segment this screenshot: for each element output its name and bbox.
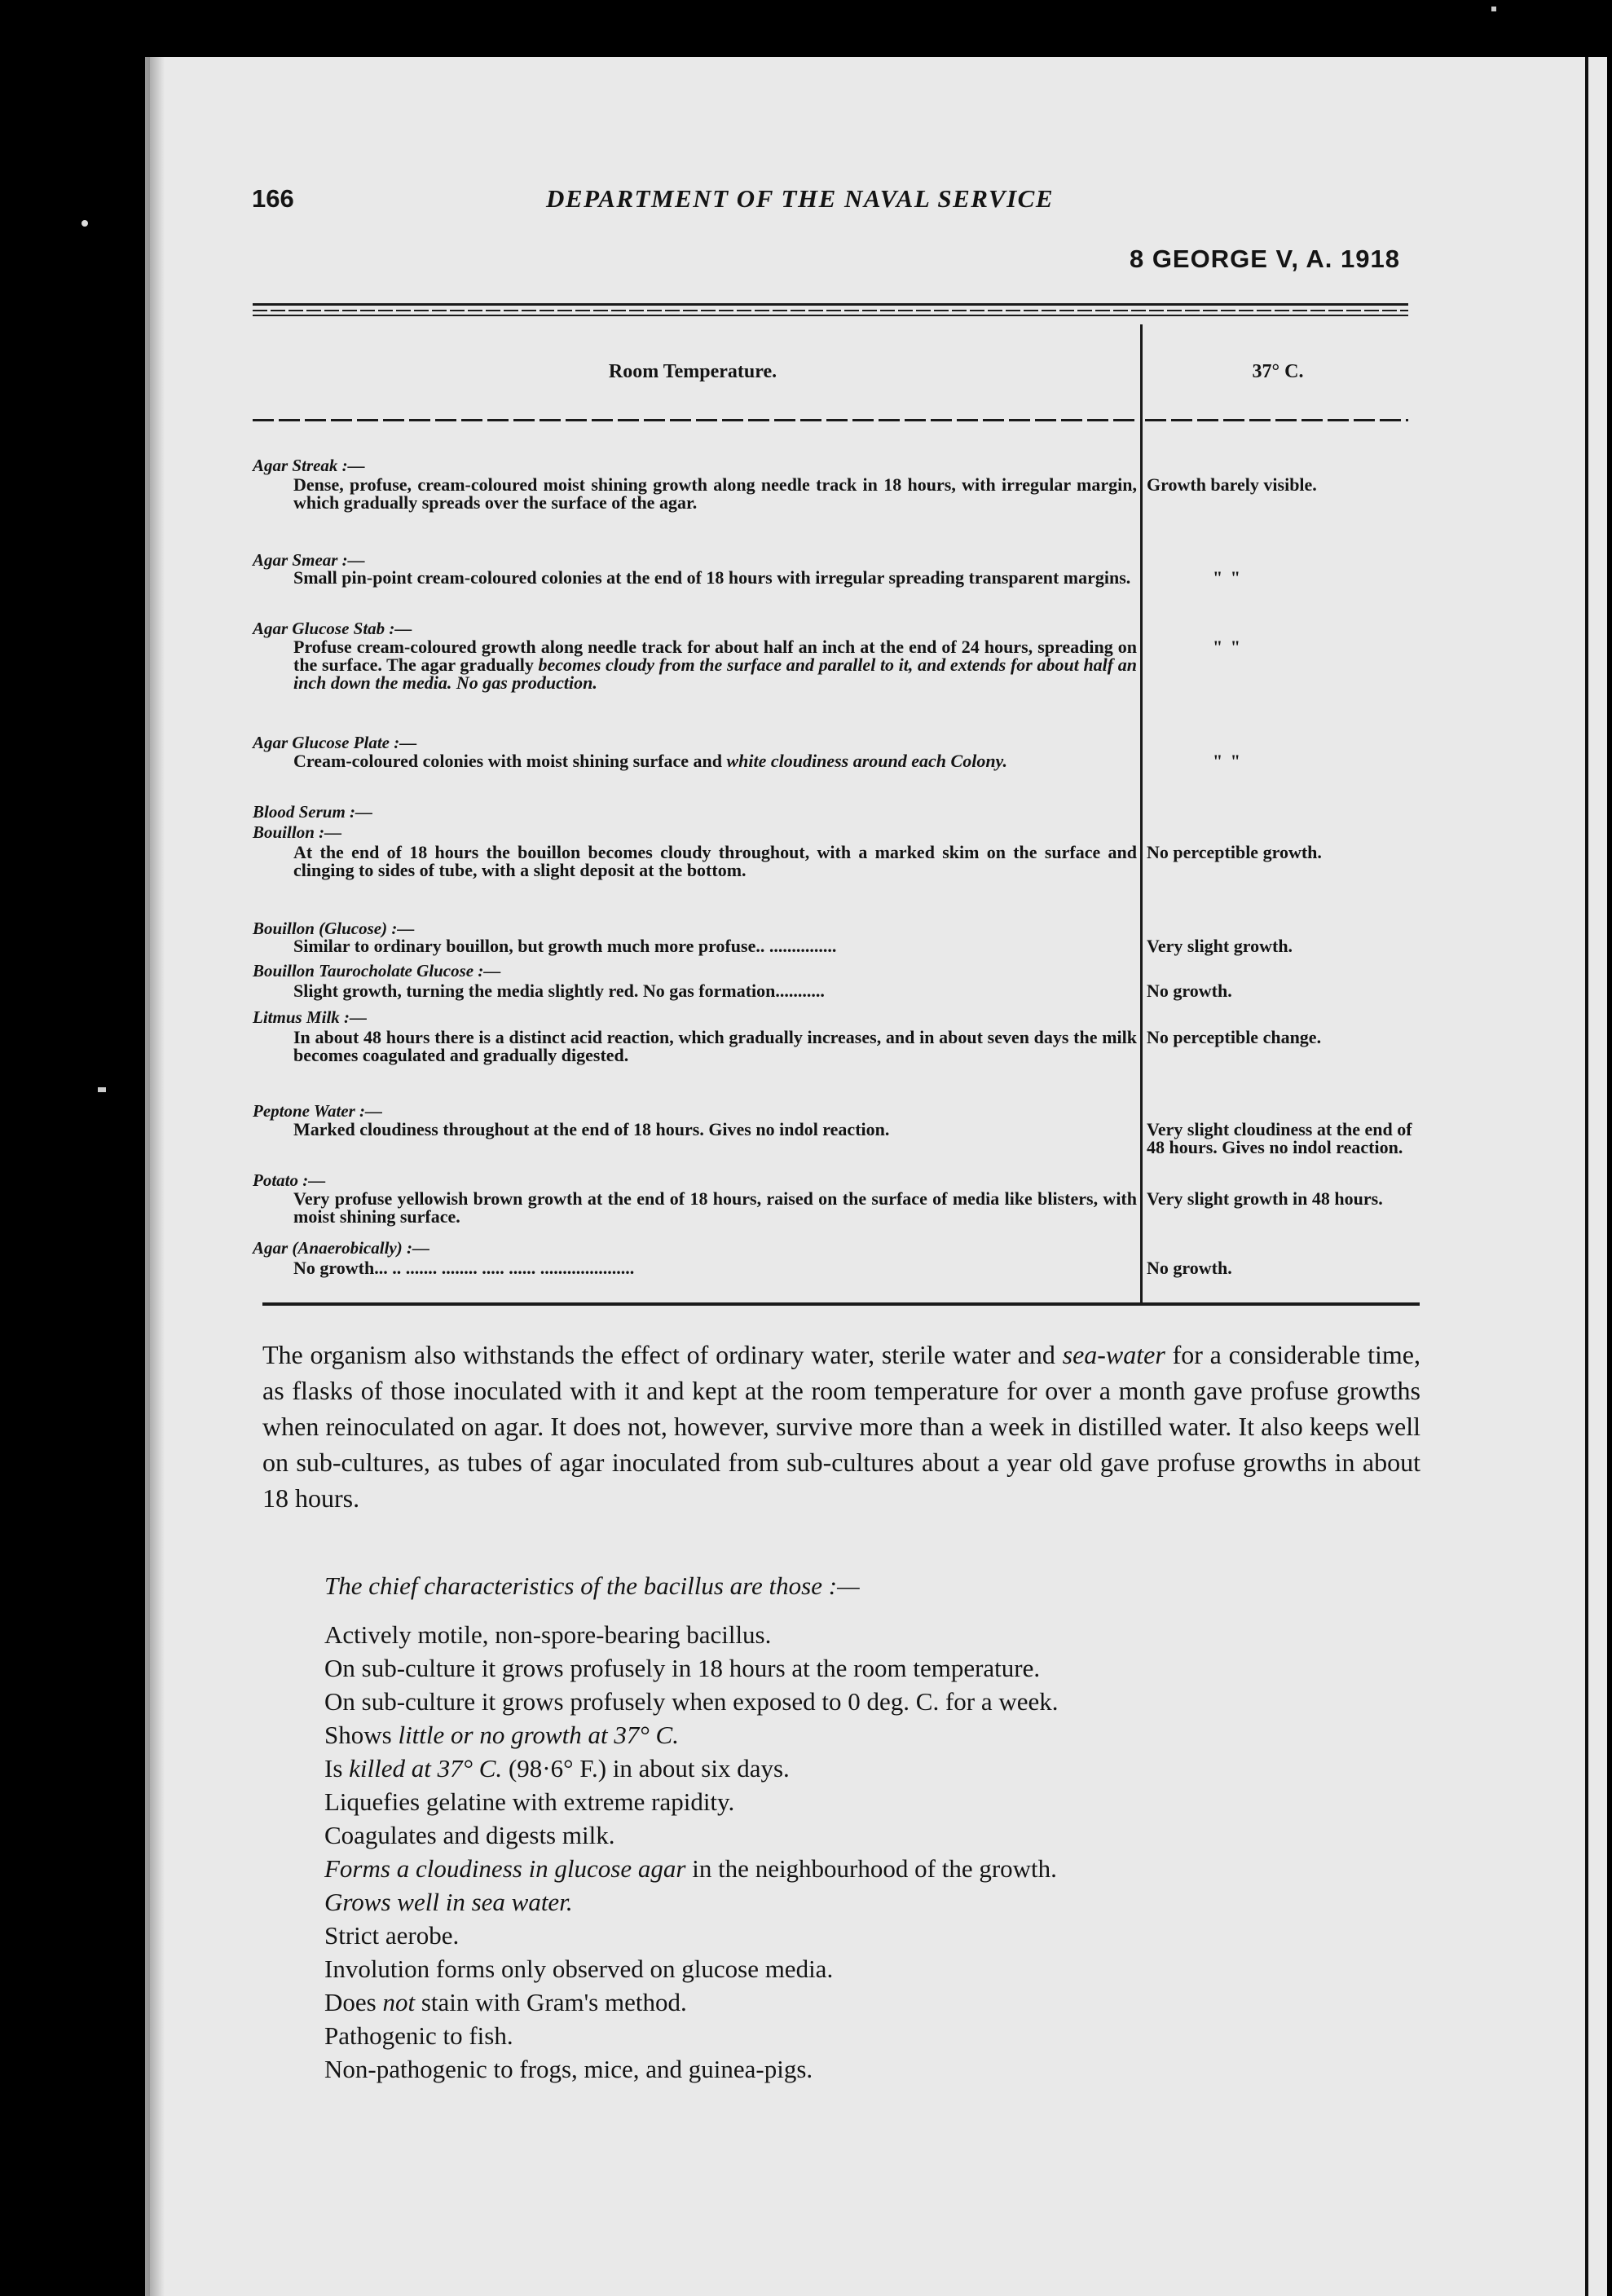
list-item-italic: Grows well in sea water. xyxy=(324,1888,573,1916)
list-item-italic: killed at 37° C. xyxy=(349,1754,503,1783)
binding-edge xyxy=(1585,57,1588,2296)
row-label-potato: Potato :— xyxy=(253,1170,326,1190)
row-label-agar-smear: Agar Smear :— xyxy=(253,550,365,570)
list-item-italic: Forms a cloudiness in glucose agar xyxy=(324,1854,686,1883)
page-number: 166 xyxy=(252,184,294,213)
scan-speck xyxy=(98,1087,106,1092)
table-bottom-rule xyxy=(262,1302,1420,1306)
row-label-bouillon-glucose: Bouillon (Glucose) :— xyxy=(253,919,415,938)
row-result-bouillon-glucose: Very slight growth. xyxy=(1147,936,1293,956)
row-desc-italic: becomes cloudy from the surface and parallel to it, and extends for about half an inch down the media. No gas production. xyxy=(293,654,1137,693)
list-item: Involution forms only observed on glucose media. xyxy=(324,1954,834,1983)
list-item xyxy=(324,1885,1416,1919)
header-rule xyxy=(253,303,1408,306)
row-label-agar-anaerobically: Agar (Anaerobically) :— xyxy=(253,1238,429,1258)
row-desc-agar-glucose-stab xyxy=(293,638,1137,692)
list-item: Non-pathogenic to frogs, mice, and guinea-pigs. xyxy=(324,2055,813,2083)
row-result-litmus-milk: No perceptible change. xyxy=(1147,1027,1322,1047)
row-result-agar-glucose-stab: " " xyxy=(1213,637,1242,657)
list-item: On sub-culture it grows profusely when exposed to 0 deg. C. for a week. xyxy=(324,1687,1059,1716)
row-label-agar-streak: Agar Streak :— xyxy=(253,456,365,475)
row-result-agar-anaerobically: No growth. xyxy=(1147,1258,1232,1278)
list-item xyxy=(324,1752,1416,1785)
column-header-37c: 37° C. xyxy=(1252,361,1304,382)
row-desc-agar-glucose-plate xyxy=(293,752,1137,770)
row-desc-bouillon-glucose: Similar to ordinary bouillon, but growth much more profuse.. ............... xyxy=(293,936,837,956)
list-item-text: (98·6° F.) in about six days. xyxy=(502,1754,790,1783)
row-result-peptone-water: Very slight cloudiness at the end of 48 hours. Gives no indol reaction. xyxy=(1147,1119,1412,1157)
row-result-bouillon-taurocholate-glucose: No growth. xyxy=(1147,981,1232,1001)
list-item: Liquefies gelatine with extreme rapidity. xyxy=(324,1787,735,1816)
paragraph-text: for a considerable time, as flasks of those inoculated with it and kept at the room temperature for over a month gave profuse growths when reinoculated on agar. It does not, however, survive more than a week in distilled water. It also keeps well on sub-cultures, as tubes of agar inoculated from sub-cultures about a year old gave profuse growths in about 18 hours. xyxy=(262,1340,1420,1513)
list-item-italic: little or no growth at 37° C. xyxy=(398,1721,679,1749)
list-item-text: in the neighbourhood of the growth. xyxy=(685,1854,1057,1883)
list-item-text: Is xyxy=(324,1754,350,1783)
list-item-italic: not xyxy=(382,1988,416,2016)
row-desc-bouillon-taurocholate-glucose: Slight growth, turning the media slightly red. No gas formation........... xyxy=(293,981,825,1001)
row-desc-agar-streak: Dense, profuse, cream-coloured moist shining growth along needle track in 18 hours, with irregular margin, which gradually spreads over the surface of the agar. xyxy=(293,474,1137,513)
characteristics-list xyxy=(324,1618,1416,2086)
row-desc-peptone-water: Marked cloudiness throughout at the end of 18 hours. Gives no indol reaction. xyxy=(293,1119,890,1139)
characteristics-heading: The chief characteristics of the bacillus are those :— xyxy=(324,1571,860,1600)
row-result-agar-glucose-plate: " " xyxy=(1213,751,1242,771)
list-item-text: Shows xyxy=(324,1721,399,1749)
row-desc-litmus-milk: In about 48 hours there is a distinct acid reaction, which gradually increases, and in about seven days the milk becomes coagulated and gradually digested. xyxy=(293,1027,1137,1065)
row-desc-potato: Very profuse yellowish brown growth at the end of 18 hours, raised on the surface of media like blisters, with moist shining surface. xyxy=(293,1188,1137,1227)
row-desc-plain: Cream-coloured colonies with moist shining surface and xyxy=(293,751,727,771)
list-item: Pathogenic to fish. xyxy=(324,2021,513,2050)
paragraph-italic: sea-water xyxy=(1062,1340,1165,1369)
paragraph-text: The organism also withstands the effect of ordinary water, sterile water and xyxy=(262,1340,1063,1369)
column-header-rule xyxy=(1145,419,1408,421)
row-desc-italic: white cloudiness around each Colony. xyxy=(726,751,1007,771)
page-edge-shadow xyxy=(145,57,165,2296)
list-item-text: stain with Gram's method. xyxy=(415,1988,687,2016)
list-item: Actively motile, non-spore-bearing bacillus. xyxy=(324,1620,772,1649)
row-desc-agar-anaerobically: No growth... .. ....... ........ ..... ...... ..................... xyxy=(293,1258,635,1278)
running-title: DEPARTMENT OF THE NAVAL SERVICE xyxy=(546,184,1055,213)
row-label-bouillon-taurocholate-glucose: Bouillon Taurocholate Glucose :— xyxy=(253,961,501,981)
list-item-text: Does xyxy=(324,1988,383,2016)
list-item xyxy=(324,1718,1416,1752)
row-label-agar-glucose-stab: Agar Glucose Stab :— xyxy=(253,619,412,638)
column-header-rule xyxy=(253,419,1138,421)
row-label-bouillon: Bouillon :— xyxy=(253,822,342,842)
header-rule xyxy=(253,315,1408,316)
scan-speck xyxy=(81,220,88,227)
row-desc-bouillon: At the end of 18 hours the bouillon becomes cloudy throughout, with a marked skim on the surface and clinging to sides of tube, with a slight deposit at the bottom. xyxy=(293,842,1137,880)
row-label-litmus-milk: Litmus Milk :— xyxy=(253,1007,368,1027)
row-label-agar-glucose-plate: Agar Glucose Plate :— xyxy=(253,733,417,752)
list-item: Strict aerobe. xyxy=(324,1921,460,1950)
row-desc-agar-smear: Small pin-point cream-coloured colonies at the end of 18 hours with irregular spreading transparent margins. xyxy=(293,567,1131,588)
row-result-agar-smear: " " xyxy=(1213,567,1242,588)
list-item: Coagulates and digests milk. xyxy=(324,1821,615,1849)
session-label: 8 GEORGE V, A. 1918 xyxy=(1129,245,1400,273)
header-rule xyxy=(253,310,1408,311)
list-item xyxy=(324,1985,1416,2019)
body-paragraph xyxy=(262,1337,1420,1516)
list-item: On sub-culture it grows profusely in 18 hours at the room temperature. xyxy=(324,1654,1041,1682)
row-desc-plain: Profuse cream-coloured growth along needle track for about half an inch at the end of 24 hours, spreading on the surface. The agar gradually xyxy=(293,637,1137,675)
row-result-agar-streak: Growth barely visible. xyxy=(1147,474,1317,495)
row-label-peptone-water: Peptone Water :— xyxy=(253,1101,383,1121)
row-result-potato: Very slight growth in 48 hours. xyxy=(1147,1188,1383,1209)
list-item xyxy=(324,1852,1416,1885)
row-result-bouillon: No perceptible growth. xyxy=(1147,842,1322,862)
column-header-room-temperature: Room Temperature. xyxy=(608,361,777,382)
row-label-blood-serum: Blood Serum :— xyxy=(253,802,373,822)
scan-speck xyxy=(1491,7,1496,11)
